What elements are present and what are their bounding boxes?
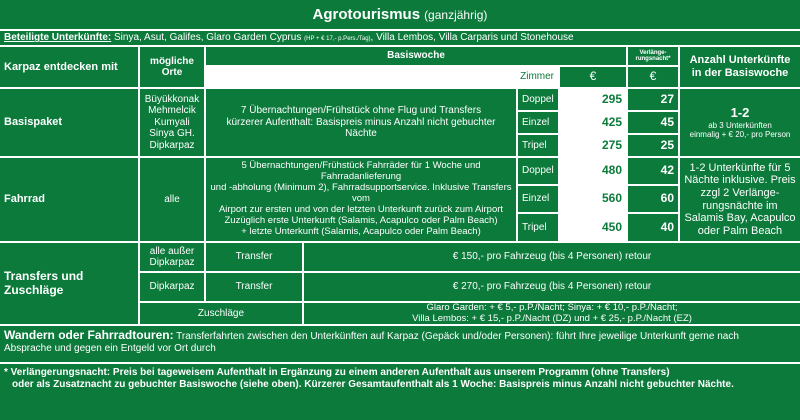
accommodations-names-more: , Villa Lembos, Villa Carparis und Stonehouse: [370, 32, 574, 44]
transfers-label: Transfers und Zuschläge: [0, 243, 138, 324]
accommodations-names: Sinya, Asut, Galifes, Glaro Garden Cyprus: [114, 32, 302, 44]
basispaket-place: Kumyali: [154, 116, 190, 128]
basispaket-description: [206, 89, 516, 156]
header-base-week: Basiswoche: [206, 47, 626, 65]
header-explore: Karpaz entdecken mit: [0, 47, 138, 87]
basispaket-count-main: 1-2: [730, 104, 750, 120]
fahrrad-room: Doppel: [518, 158, 558, 184]
fahrrad-places: alle: [140, 158, 204, 241]
fahrrad-desc-line: Airport zur ersten und von der letzten Unterkunft zurück zum Airport: [218, 203, 504, 215]
transfer-place: alle außer Dipkarpaz: [140, 243, 204, 271]
fahrrad-extension-price: 40: [628, 214, 678, 241]
fahrrad-extension-price: 60: [628, 186, 678, 212]
wandern-row: [0, 326, 800, 362]
fahrrad-room: Tripel: [518, 214, 558, 241]
footnote-line: * Verlängerungsnacht: Preis bei tageweisem Aufenthalt in Ergänzung zu einem anderen Aufenthalt aus unserem Programm (ohne Transfers): [4, 367, 670, 378]
footnote: [0, 364, 800, 420]
basispaket-room: Doppel: [518, 89, 558, 110]
basispaket-room: Tripel: [518, 135, 558, 156]
basispaket-count-note: einmalig + € 20,- pro Person: [689, 129, 791, 139]
fahrrad-price: 560: [560, 186, 626, 212]
basispaket-price: 275: [560, 135, 626, 156]
header-count: Anzahl Unterkünfte in der Basiswoche: [680, 47, 800, 87]
basispaket-extension-price: 27: [628, 89, 678, 110]
basispaket-place: Mehmelcik: [148, 105, 196, 117]
wandern-text-more: Absprache und gegen ein Entgeld vor Ort durch: [4, 342, 216, 354]
wandern-text: Transferfahrten zwischen den Unterkünften auf Karpaz (Gepäck und/oder Personen): führt Ihre jeweilige Unterkunft gerne nach: [173, 331, 739, 342]
accommodations-row: [0, 31, 800, 45]
basispaket-count-note: ab 3 Unterkünften: [708, 120, 772, 130]
page-subtitle: (ganzjährig): [424, 7, 488, 22]
fahrrad-room: Einzel: [518, 186, 558, 212]
accommodations-surcharge: (HP + € 17,- p.Pers./Tag): [304, 36, 371, 43]
header-euro-base: €: [560, 67, 626, 87]
fahrrad-label: Fahrrad: [0, 158, 138, 241]
basispaket-label: Basispaket: [0, 89, 138, 156]
basispaket-count: [680, 89, 800, 156]
surcharges-line: Villa Lembos: + € 15,- p.P./Nacht (DZ) und + € 25,- p.P./Nacht (EZ): [412, 312, 692, 324]
header-euro-extension: €: [628, 67, 678, 87]
basispaket-desc-line: 7 Übernachtungen/Frühstück ohne Flug und Transfers: [240, 105, 482, 117]
accommodations-label: Beteiligte Unterkünfte:: [4, 32, 112, 44]
surcharges-label: Zuschläge: [140, 303, 302, 324]
basispaket-desc-line: kürzerer Aufenthalt: Basispreis minus Anzahl nicht gebuchter Nächte: [226, 116, 496, 140]
fahrrad-desc-line: + letzte Unterkunft (Salamis, Acapulco oder Palm Beach): [241, 225, 481, 237]
transfer-place: Dipkarpaz: [140, 273, 204, 301]
fahrrad-desc-line: 5 Übernachtungen/Frühstück Fahrräder für 1 Woche und Fahrradanlieferung: [241, 160, 481, 183]
basispaket-extension-price: 25: [628, 135, 678, 156]
fahrrad-extension-price: 42: [628, 158, 678, 184]
transfer-type: Transfer: [206, 243, 302, 271]
basispaket-place: Büyükkonak: [144, 93, 200, 105]
fahrrad-description: [206, 158, 516, 241]
basispaket-place: Sinya GH.: [149, 128, 195, 140]
wandern-label: Wandern oder Fahrradtouren:: [4, 328, 174, 342]
fahrrad-price: 450: [560, 214, 626, 241]
fahrrad-desc-line: und -abholung (Minimum 2), Fahrradsupportservice. Inklusive Transfers vom: [210, 182, 512, 205]
fahrrad-price: 480: [560, 158, 626, 184]
basispaket-room: Einzel: [518, 112, 558, 133]
basispaket-price: 295: [560, 89, 626, 110]
basispaket-place: Dipkarpaz: [149, 139, 195, 151]
transfer-price: € 150,- pro Fahrzeug (bis 4 Personen) retour: [304, 243, 800, 271]
fahrrad-desc-line: Zuzüglich erste Unterkunft (Salamis, Acapulco oder Palm Beach): [224, 214, 498, 226]
page-title: Agrotourismus: [312, 5, 421, 23]
surcharges-line: Glaro Garden: + € 5,- p.P./Nacht; Sinya: + € 10,- p.P./Nacht;: [426, 303, 678, 314]
header-room: Zimmer: [206, 67, 558, 87]
fahrrad-count: 1-2 Unterkünfte für 5 Nächte inklusive. Preis zzgl 2 Verlänge-rungsnächte im Salamis Bay, Acapulco oder Palm Beach: [680, 158, 800, 241]
footnote-line: oder als Zusatznacht zu gebuchter Basiswoche (siehe oben). Kürzerer Gesamtaufenthalt als 1 Woche: Basispreis minus Anzahl nicht gebuchter Nächte.: [12, 378, 734, 390]
transfer-price: € 270,- pro Fahrzeug (bis 4 Personen) retour: [304, 273, 800, 301]
header-places: mögliche Orte: [140, 47, 204, 87]
title-bar: [0, 0, 800, 29]
header-extension: Verlänge-rungsnacht*: [628, 47, 678, 65]
basispaket-extension-price: 45: [628, 112, 678, 133]
basispaket-price: 425: [560, 112, 626, 133]
basispaket-places: [140, 89, 204, 156]
surcharges-values: [304, 303, 800, 324]
transfer-type: Transfer: [206, 273, 302, 301]
